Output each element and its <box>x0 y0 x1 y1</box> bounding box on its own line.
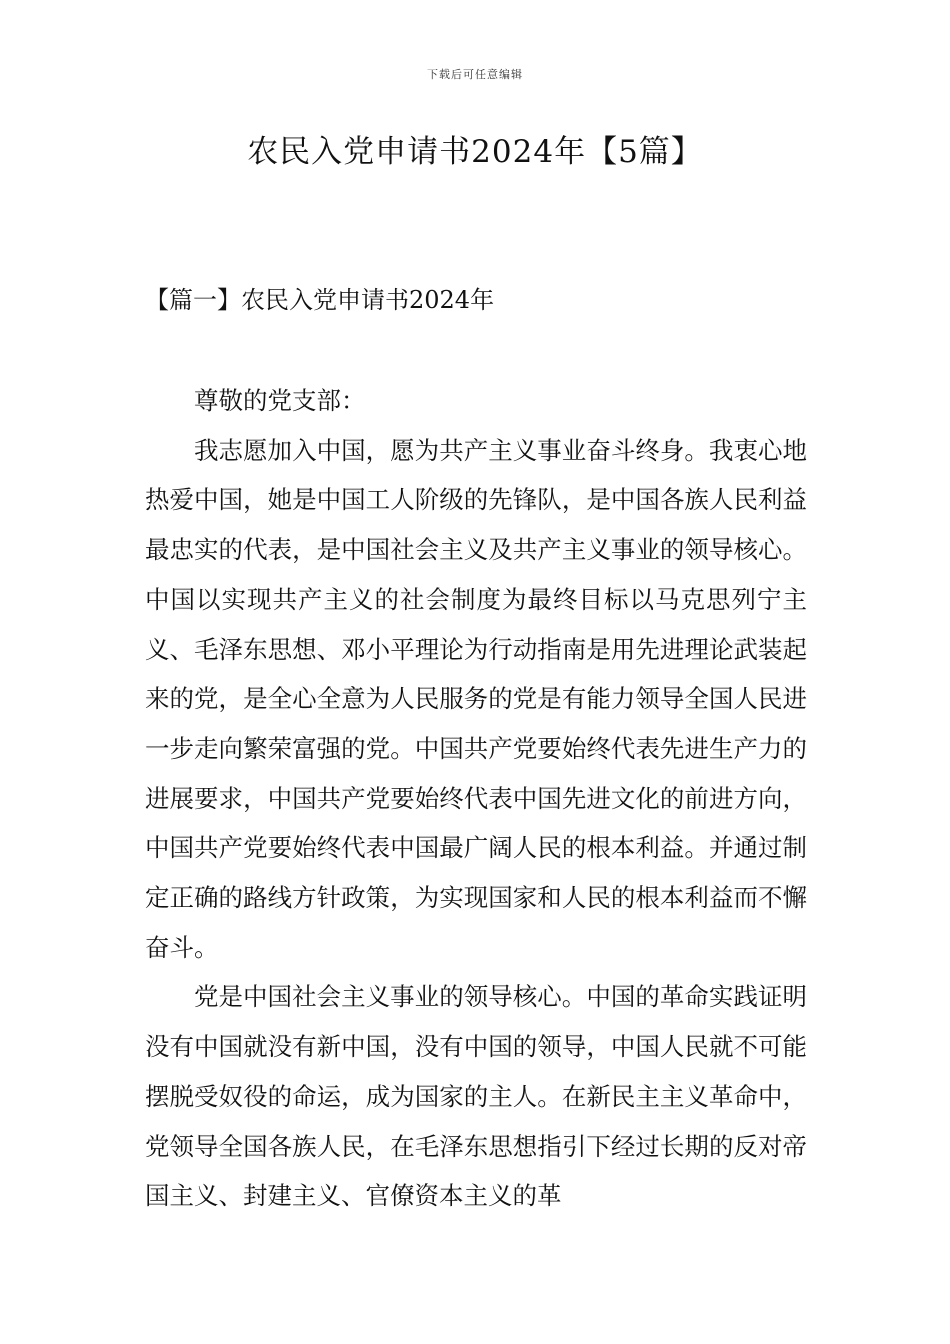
header-note: 下载后可任意编辑 <box>427 68 523 81</box>
body-paragraph: 党是中国社会主义事业的领导核心。中国的革命实践证明没有中国就没有新中国，没有中国的领导，中国人民就不可能摆脱受奴役的命运，成为国家的主人。在新民主主义革命中，党领导全国各族人民，在毛泽东思想指引下经过长期的反对帝国主义、封建主义、官僚资本主义的革 <box>145 982 807 1211</box>
document-title: 农民入党申请书2024年【5篇】 <box>247 134 703 170</box>
document-body <box>145 376 807 1221</box>
salutation-paragraph: 尊敬的党支部： <box>194 386 366 415</box>
section-heading: 【篇一】农民入党申请书2024年 <box>145 286 495 314</box>
body-paragraph: 我志愿加入中国，愿为共产主义事业奋斗终身。我衷心地热爱中国，她是中国工人阶级的先锋队，是中国各族人民利益最忠实的代表，是中国社会主义及共产主义事业的领导核心。中国以实现共产主义的社会制度为最终目标以马克思列宁主义、毛泽东思想、邓小平理论为行动指南是用先进理论武装起来的党，是全心全意为人民服务的党是有能力领导全国人民进一步走向繁荣富强的党。中国共产党要始终代表先进生产力的进展要求，中国共产党要始终代表中国先进文化的前进方向，中国共产党要始终代表中国最广阔人民的根本利益。并通过制定正确的路线方针政策，为实现国家和人民的根本利益而不懈奋斗。 <box>145 435 807 962</box>
